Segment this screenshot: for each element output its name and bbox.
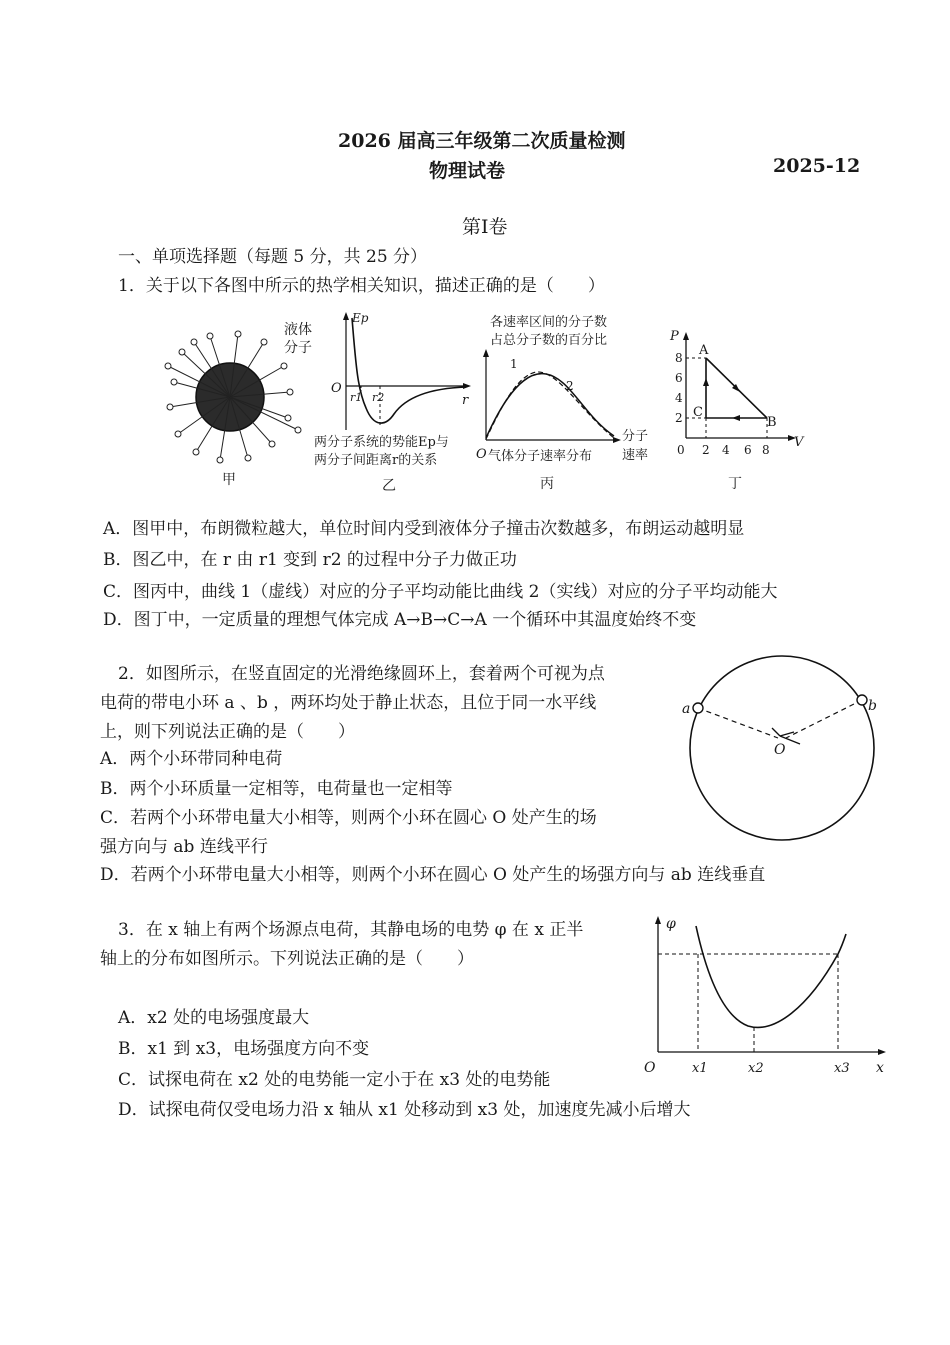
origin-ding: 0: [677, 443, 685, 457]
desc-yi-2: 两分子间距离r的关系: [314, 453, 438, 468]
q3-stem-line1: 3．在 x 轴上有两个场源点电荷，其静电场的电势 φ 在 x 正半: [118, 920, 584, 940]
label-x2: x2: [748, 1061, 764, 1076]
q2-option-d: D．若两个小环带电量大小相等，则两个小环在圆心 O 处产生的场强方向与 ab 连线垂直: [100, 865, 766, 885]
axis-x-phi: x: [876, 1060, 884, 1076]
point-c: C: [693, 405, 703, 420]
q1-option-d: D．图丁中，一定质量的理想气体完成 A→B→C→A 一个循环中其温度始终不变: [103, 610, 697, 630]
ring-bead-a: [693, 703, 703, 713]
tick-y-2: 2: [675, 411, 683, 425]
q3-option-a: A．x2 处的电场强度最大: [118, 1008, 310, 1028]
q1-stem: 1．关于以下各图中所示的热学相关知识，描述正确的是（ ）: [118, 276, 605, 296]
tick-x-2: 2: [702, 443, 710, 457]
tick-y-4: 4: [675, 391, 683, 405]
caption-jia: 甲: [222, 472, 236, 488]
exam-subject: 物理试卷: [429, 160, 506, 182]
figure-potential: [636, 910, 896, 1082]
tick-x-8: 8: [762, 443, 770, 457]
q3-option-c: C．试探电荷在 x2 处的电势能一定小于在 x3 处的电势能: [118, 1070, 551, 1090]
q1-option-a: A．图甲中，布朗微粒越大，单位时间内受到液体分子撞击次数越多，布朗运动越明显: [103, 519, 745, 539]
axis-y-bing-2: 占总分子数的百分比: [490, 333, 608, 348]
point-b: B: [767, 415, 777, 430]
figure-jia: [160, 312, 330, 492]
label-o: O: [774, 742, 786, 758]
label-r2: r2: [372, 391, 385, 404]
q2-stem-line1: 2．如图所示，在竖直固定的光滑绝缘圆环上，套着两个可视为点: [118, 664, 605, 684]
label-r1: r1: [350, 391, 363, 404]
caption-ding: 丁: [728, 476, 742, 492]
axis-x-bing-1: 分子: [622, 429, 649, 444]
figure-ding: [666, 322, 806, 494]
label-a: a: [682, 701, 691, 717]
q3-option-d: D．试探电荷仅受电场力沿 x 轴从 x1 处移动到 x3 处，加速度先减小后增大: [118, 1100, 691, 1120]
label-molecule: 分子: [284, 340, 312, 356]
figure-bing: [474, 312, 664, 496]
curve-1-label: 1: [510, 357, 518, 371]
axis-v: V: [794, 435, 804, 450]
axis-y-bing-1: 各速率区间的分子数: [490, 315, 608, 330]
caption-bing: 丙: [540, 476, 554, 492]
figure-yi: [314, 308, 478, 498]
q2-stem-line2: 电荷的带电小环 a 、b ，两环均处于静止状态，且位于同一水平线: [100, 693, 597, 713]
section-heading: 一、单项选择题（每题 5 分，共 25 分）: [118, 247, 428, 267]
q3-stem-line2: 轴上的分布如图所示。下列说法正确的是（ ）: [100, 949, 474, 969]
tick-y-6: 6: [675, 371, 683, 385]
point-a: A: [699, 343, 709, 358]
q1-option-b: B．图乙中，在 r 由 r1 变到 r2 的过程中分子力做正功: [103, 550, 517, 570]
axis-r: r: [462, 393, 469, 408]
curve-2-label: 2: [566, 379, 574, 393]
volume-label: 第Ⅰ卷: [462, 216, 508, 238]
exam-date: 2025-12: [773, 155, 861, 177]
desc-bing: 气体分子速率分布: [488, 449, 593, 464]
q2-option-c-line2: 强方向与 ab 连线平行: [100, 837, 268, 857]
origin-o-yi: O: [331, 381, 342, 396]
label-liquid: 液体: [284, 322, 312, 338]
liquid-molecules: [165, 331, 301, 463]
origin-o-bing: O: [476, 447, 487, 462]
axis-ep: Ep: [352, 311, 369, 325]
q2-option-c-line1: C．若两个小环带电量大小相等，则两个小环在圆心 O 处产生的场: [100, 808, 597, 828]
q3-option-b: B．x1 到 x3，电场强度方向不变: [118, 1039, 370, 1059]
origin-o-phi: O: [644, 1060, 656, 1076]
q1-option-c: C．图丙中，曲线 1（虚线）对应的分子平均动能比曲线 2（实线）对应的分子平均动能大: [103, 582, 778, 602]
axis-x-bing-2: 速率: [622, 448, 649, 463]
figure-ring: [676, 648, 886, 848]
caption-yi: 乙: [382, 478, 396, 494]
q2-option-b: B．两个小环质量一定相等，电荷量也一定相等: [100, 779, 453, 799]
ring-bead-b: [857, 695, 867, 705]
label-x3: x3: [834, 1061, 850, 1076]
tick-x-4: 4: [722, 443, 730, 457]
q2-stem-line3: 上，则下列说法正确的是（ ）: [100, 722, 355, 742]
tick-y-8: 8: [675, 351, 683, 365]
q2-option-a: A．两个小环带同种电荷: [100, 749, 283, 769]
label-b: b: [868, 698, 877, 714]
axis-phi: φ: [666, 916, 676, 932]
label-x1: x1: [692, 1061, 708, 1076]
axis-p: P: [670, 329, 679, 344]
exam-title: 2026 届高三年级第二次质量检测: [338, 130, 626, 152]
desc-yi-1: 两分子系统的势能Ep与: [314, 435, 449, 450]
tick-x-6: 6: [744, 443, 752, 457]
